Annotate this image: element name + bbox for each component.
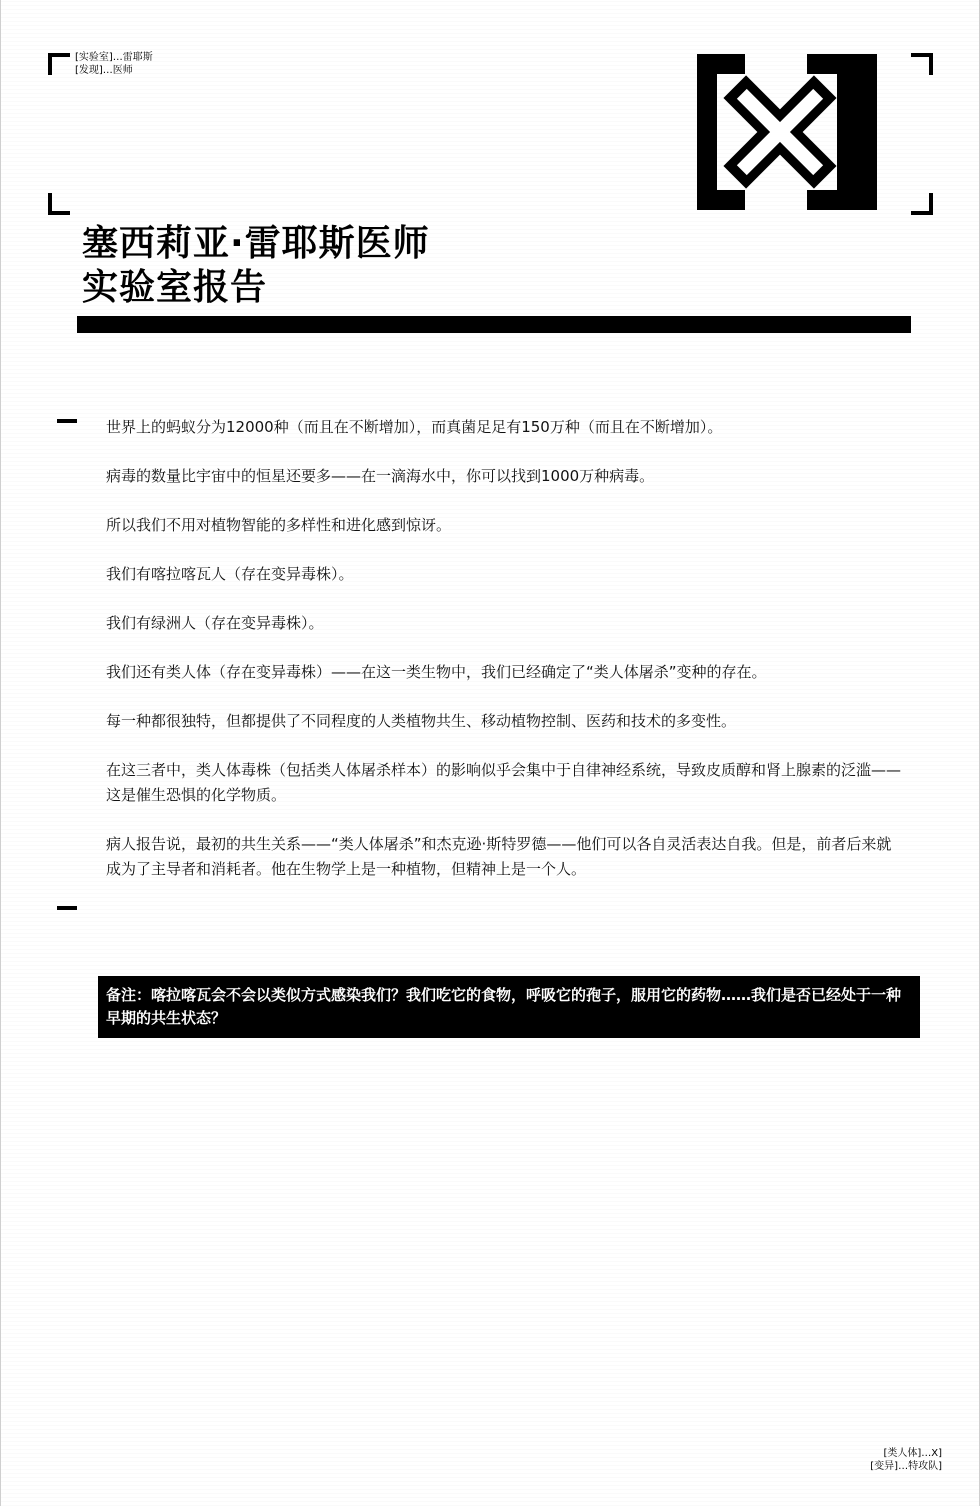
corner-bracket-top-left xyxy=(48,53,70,75)
header-tag-line1: [实验室]…雷耶斯 xyxy=(75,52,153,63)
corner-bracket-bottom-right xyxy=(911,193,933,215)
header-tag-line2: [发现]…医师 xyxy=(75,65,133,76)
note-text: 备注：喀拉喀瓦会不会以类似方式感染我们？我们吃它的食物，呼吸它的孢子，服用它的药物……我们是否已经处于一种早期的共生状态？ xyxy=(106,986,902,1027)
note-box xyxy=(98,976,920,1038)
paragraph-5: 我们有绿洲人（存在变异毒株）。 xyxy=(106,614,324,632)
paragraph-8: 在这三者中，类人体毒株（包括类人体屠杀样本）的影响似乎会集中于自律神经系统，导致皮质醇和肾上腺素的泛滥——这是催生恐惧的化学物质。 xyxy=(106,761,902,804)
section-start-dash xyxy=(57,419,77,423)
corner-bracket-top-right xyxy=(911,53,933,75)
paragraph-6: 我们还有类人体（存在变异毒株）——在这一类生物中，我们已经确定了“类人体屠杀”变种的存在。 xyxy=(106,663,767,681)
corner-bracket-bottom-left xyxy=(48,193,70,215)
footer-tag xyxy=(870,1447,942,1473)
paragraph-3: 所以我们不用对植物智能的多样性和进化感到惊讶。 xyxy=(106,516,452,534)
frame-left-edge xyxy=(0,0,1,1506)
paragraph-4: 我们有喀拉喀瓦人（存在变异毒株）。 xyxy=(106,565,354,583)
title-underline-bar xyxy=(77,316,911,333)
paragraph-7: 每一种都很独特，但都提供了不同程度的人类植物共生、移动植物控制、医药和技术的多变性。 xyxy=(106,712,737,730)
report-title xyxy=(82,222,430,310)
paragraph-2: 病毒的数量比宇宙中的恒星还要多——在一滴海水中，你可以找到1000万种病毒。 xyxy=(106,467,655,485)
report-body xyxy=(106,415,906,906)
paragraph-1: 世界上的蚂蚁分为12000种（而且在不断增加），而真菌足足有150万种（而且在不断增加）。 xyxy=(106,418,723,436)
footer-tag-line1: [类人体]…X] xyxy=(883,1448,942,1459)
header-tag xyxy=(75,51,153,77)
report-title-line2: 实验室报告 xyxy=(82,267,268,308)
report-title-line1: 塞西莉亚·雷耶斯医师 xyxy=(82,223,430,264)
footer-tag-line2: [变异]…特攻队] xyxy=(870,1461,942,1472)
section-end-dash xyxy=(57,906,77,910)
paragraph-9: 病人报告说，最初的共生关系——“类人体屠杀”和杰克逊·斯特罗德——他们可以各自灵活表达自我。但是，前者后来就成为了主导者和消耗者。他在生物学上是一种植物，但精神上是一个人。 xyxy=(106,835,892,878)
x-logo-icon xyxy=(697,54,877,210)
